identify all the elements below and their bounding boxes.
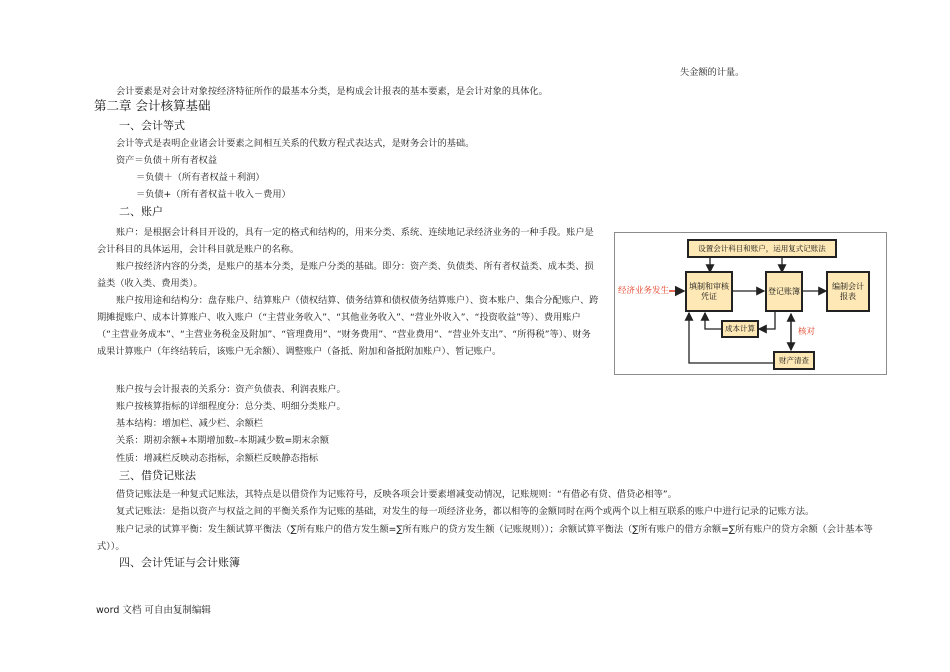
- box-cost-calculation: 成本计算: [721, 320, 759, 338]
- section-title-equation: 一、会计等式: [119, 119, 185, 132]
- equation-description: 会计等式是表明企业诸会计要素之间相互关系的代数方程式表达式，是财务会计的基础。: [116, 138, 475, 149]
- debit-credit-definition: 借贷记账法是一种复式记账法，其特点是以借贷作为记账符号，反映各项会计要素增减变动情况，记账规则：“有借必有贷、借贷必相等”。: [116, 489, 677, 500]
- double-entry-definition: 复式记账法：是指以资产与权益之间的平衡关系作为记账的基础，对发生的每一项经济业务，都以相等的金额同时在两个或两个以上相互联系的账户中进行记录的记账方法。: [116, 506, 815, 517]
- arrow-cost-to-voucher: [705, 313, 721, 329]
- label-business-occurs: 经济业务发生: [618, 286, 670, 296]
- box-inventory-check: 财产清查: [773, 351, 815, 370]
- box-financial-report: 编制会计报表: [826, 271, 870, 312]
- basic-structure: 基本结构：增加栏、减少栏、余额栏: [116, 418, 263, 429]
- intro-sentence: 会计要素是对会计对象按经济特征所作的最基本分类，是构成会计报表的基本要素，是会计对象的具体化。: [116, 86, 548, 97]
- equation-line-2: ＝负债＋（所有者权益＋利润）: [136, 172, 265, 183]
- equation-line-1: 资产＝负债＋所有者权益: [116, 155, 218, 166]
- account-by-use: 账户按用途和结构分：盘存账户、结算账户（债权结算、债务结算和债权债务结算账户）、资本账户、集合分配账户、跨期摊提账户、成本计算账户、收入账户（“主营业务收入”、“其他业务收入”、“营业外收入”、“投资收益”等）、费用账户（“主营业务成本”、“主营业务税金及附加”、“管理费用”、“财务费用”、“营业费用”、“营业外支出”、“所得税”等）、财务成果计算账户（年终结转后，该账户无余额）、调整账户（备抵、附加和备抵附加账户）、暂记账户。: [97, 295, 599, 357]
- trial-balance: 账户记录的试算平衡：发生额试算平衡法（∑所有账户的借方发生额=∑所有账户的贷方发生额（记账规则））；余额试算平衡法（∑所有账户的借方余额=∑所有账户的贷方余额（会计基本等式））。: [97, 524, 873, 552]
- column-nature: 性质：增减栏反映动态指标，余额栏反映静态指标: [116, 453, 319, 464]
- account-by-report: 账户按与会计报表的关系分：资产负债表、利润表账户。: [116, 384, 346, 395]
- equation-line-3: ＝负债+（所有者权益＋收入－费用）: [136, 189, 291, 200]
- label-check: 核对: [798, 327, 816, 337]
- accounting-cycle-diagram: [614, 232, 887, 375]
- balance-relation: 关系：期初余额+本期增加数–本期减少数=期末余额: [116, 435, 329, 446]
- account-by-content: 账户按经济内容的分类，是账户的基本分类，是账户分类的基础。即分：资产类、负债类、所有者权益类、成本类、损益类（收入类、费用类）。: [97, 261, 594, 289]
- account-definition: 账户：是根据会计科目开设的，具有一定的格式和结构的，用来分类、系统、连续地记录经济业务的一种手段。账户是会计科目的具体运用，会计科目就是账户的名称。: [97, 227, 594, 255]
- box-setup-accounts: 设置会计科目和账户，运用复式记账法: [687, 239, 837, 258]
- account-by-detail: 账户按核算指标的详细程度分：总分类、明细分类账户。: [116, 401, 346, 412]
- top-right-fragment: 失金额的计量。: [680, 67, 745, 78]
- chapter-title: 第二章 会计核算基础: [94, 98, 211, 113]
- section-title-debit-credit: 三、借贷记账法: [119, 469, 196, 482]
- section-title-accounts: 二、账户: [119, 205, 163, 218]
- arrow-ledger-to-cost: [759, 311, 775, 329]
- box-register-ledger: 登记账簿: [765, 271, 803, 312]
- section-title-vouchers-books: 四、会计凭证与会计账簿: [119, 556, 240, 569]
- box-fill-voucher: 填制和审核凭证: [685, 271, 733, 312]
- footer-note: word 文档 可自由复制编辑: [96, 605, 211, 616]
